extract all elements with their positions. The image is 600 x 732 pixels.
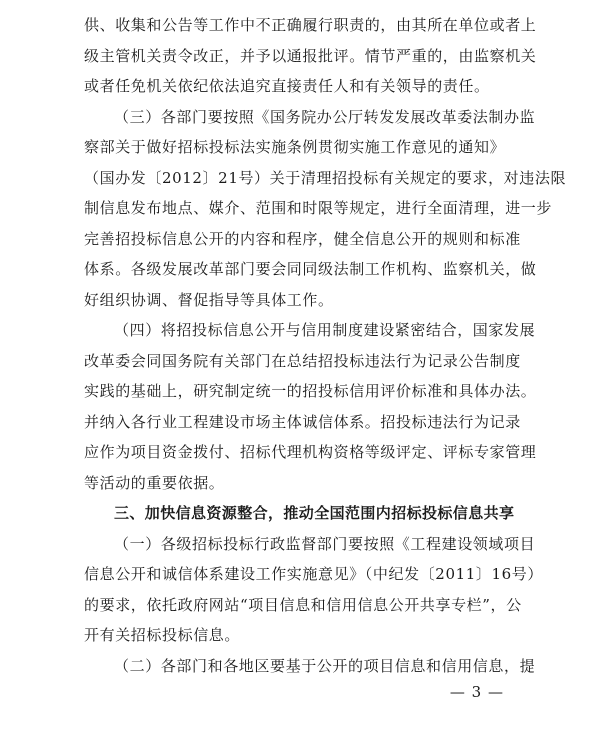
paragraph-line: （四）将招投标信息公开与信用制度建设紧密结合，国家发展 xyxy=(114,321,536,339)
paragraph-line: 改革委会同国务院有关部门在总结招投标违法行为记录公告制度 xyxy=(84,351,521,370)
paragraph-line: （国办发〔2012〕21号）关于清理招投标有关规定的要求，对违法限 xyxy=(84,168,567,187)
paragraph-line: 供、收集和公告等工作中不正确履行职责的，由其所在单位或者上 xyxy=(84,16,537,34)
paragraph-line: 开有关招标投标信息。 xyxy=(84,626,241,644)
paragraph-line: 制信息发布地点、媒介、范围和时限等规定，进行全面清理，进一步 xyxy=(84,199,553,217)
paragraph-line: 察部关于做好招标投标法实施条例贯彻实施工作意见的通知》 xyxy=(84,138,506,156)
paragraph-line: 体系。各级发展改革部门要会同同级法制工作机构、监察机关，做 xyxy=(84,260,537,278)
paragraph-line: 级主管机关责令改正，并予以通报批评。情节严重的，由监察机关 xyxy=(84,46,537,65)
paragraph-line: 的要求，依托政府网站“项目信息和信用信息公开共享专栏”，公 xyxy=(84,595,522,614)
section-heading: 三、加快信息资源整合，推动全国范围内招标投标信息共享 xyxy=(114,504,515,522)
paragraph-line: 好组织协调、督促指导等具体工作。 xyxy=(84,290,334,309)
paragraph-line: 或者任免机关依纪依法追究直接责任人和有关领导的责任。 xyxy=(84,77,490,95)
page-number: — 3 — xyxy=(449,683,504,701)
paragraph-line: （三）各部门要按照《国务院办公厅转发发展改革委法制办监 xyxy=(114,107,536,126)
paragraph-line: 等活动的重要依据。 xyxy=(84,473,225,492)
paragraph-line: 实践的基础上，研究制定统一的招投标信用评价标准和具体办法。 xyxy=(84,382,537,400)
paragraph-line: （一）各级招标投标行政监督部门要按照《工程建设领域项目 xyxy=(114,534,536,553)
paragraph-line: 信息公开和诚信体系建设工作实施意见》（中纪发〔2011〕16号） xyxy=(84,565,543,583)
paragraph-line: 完善招投标信息公开的内容和程序，健全信息公开的规则和标准 xyxy=(84,229,521,248)
paragraph-line: 应作为项目资金拨付、招标代理机构资格等级评定、评标专家管理 xyxy=(84,443,537,461)
paragraph-line: 并纳入各行业工程建设市场主体诚信体系。招投标违法行为记录 xyxy=(84,412,521,431)
paragraph-line: （二）各部门和各地区要基于公开的项目信息和信用信息，提 xyxy=(114,656,536,675)
